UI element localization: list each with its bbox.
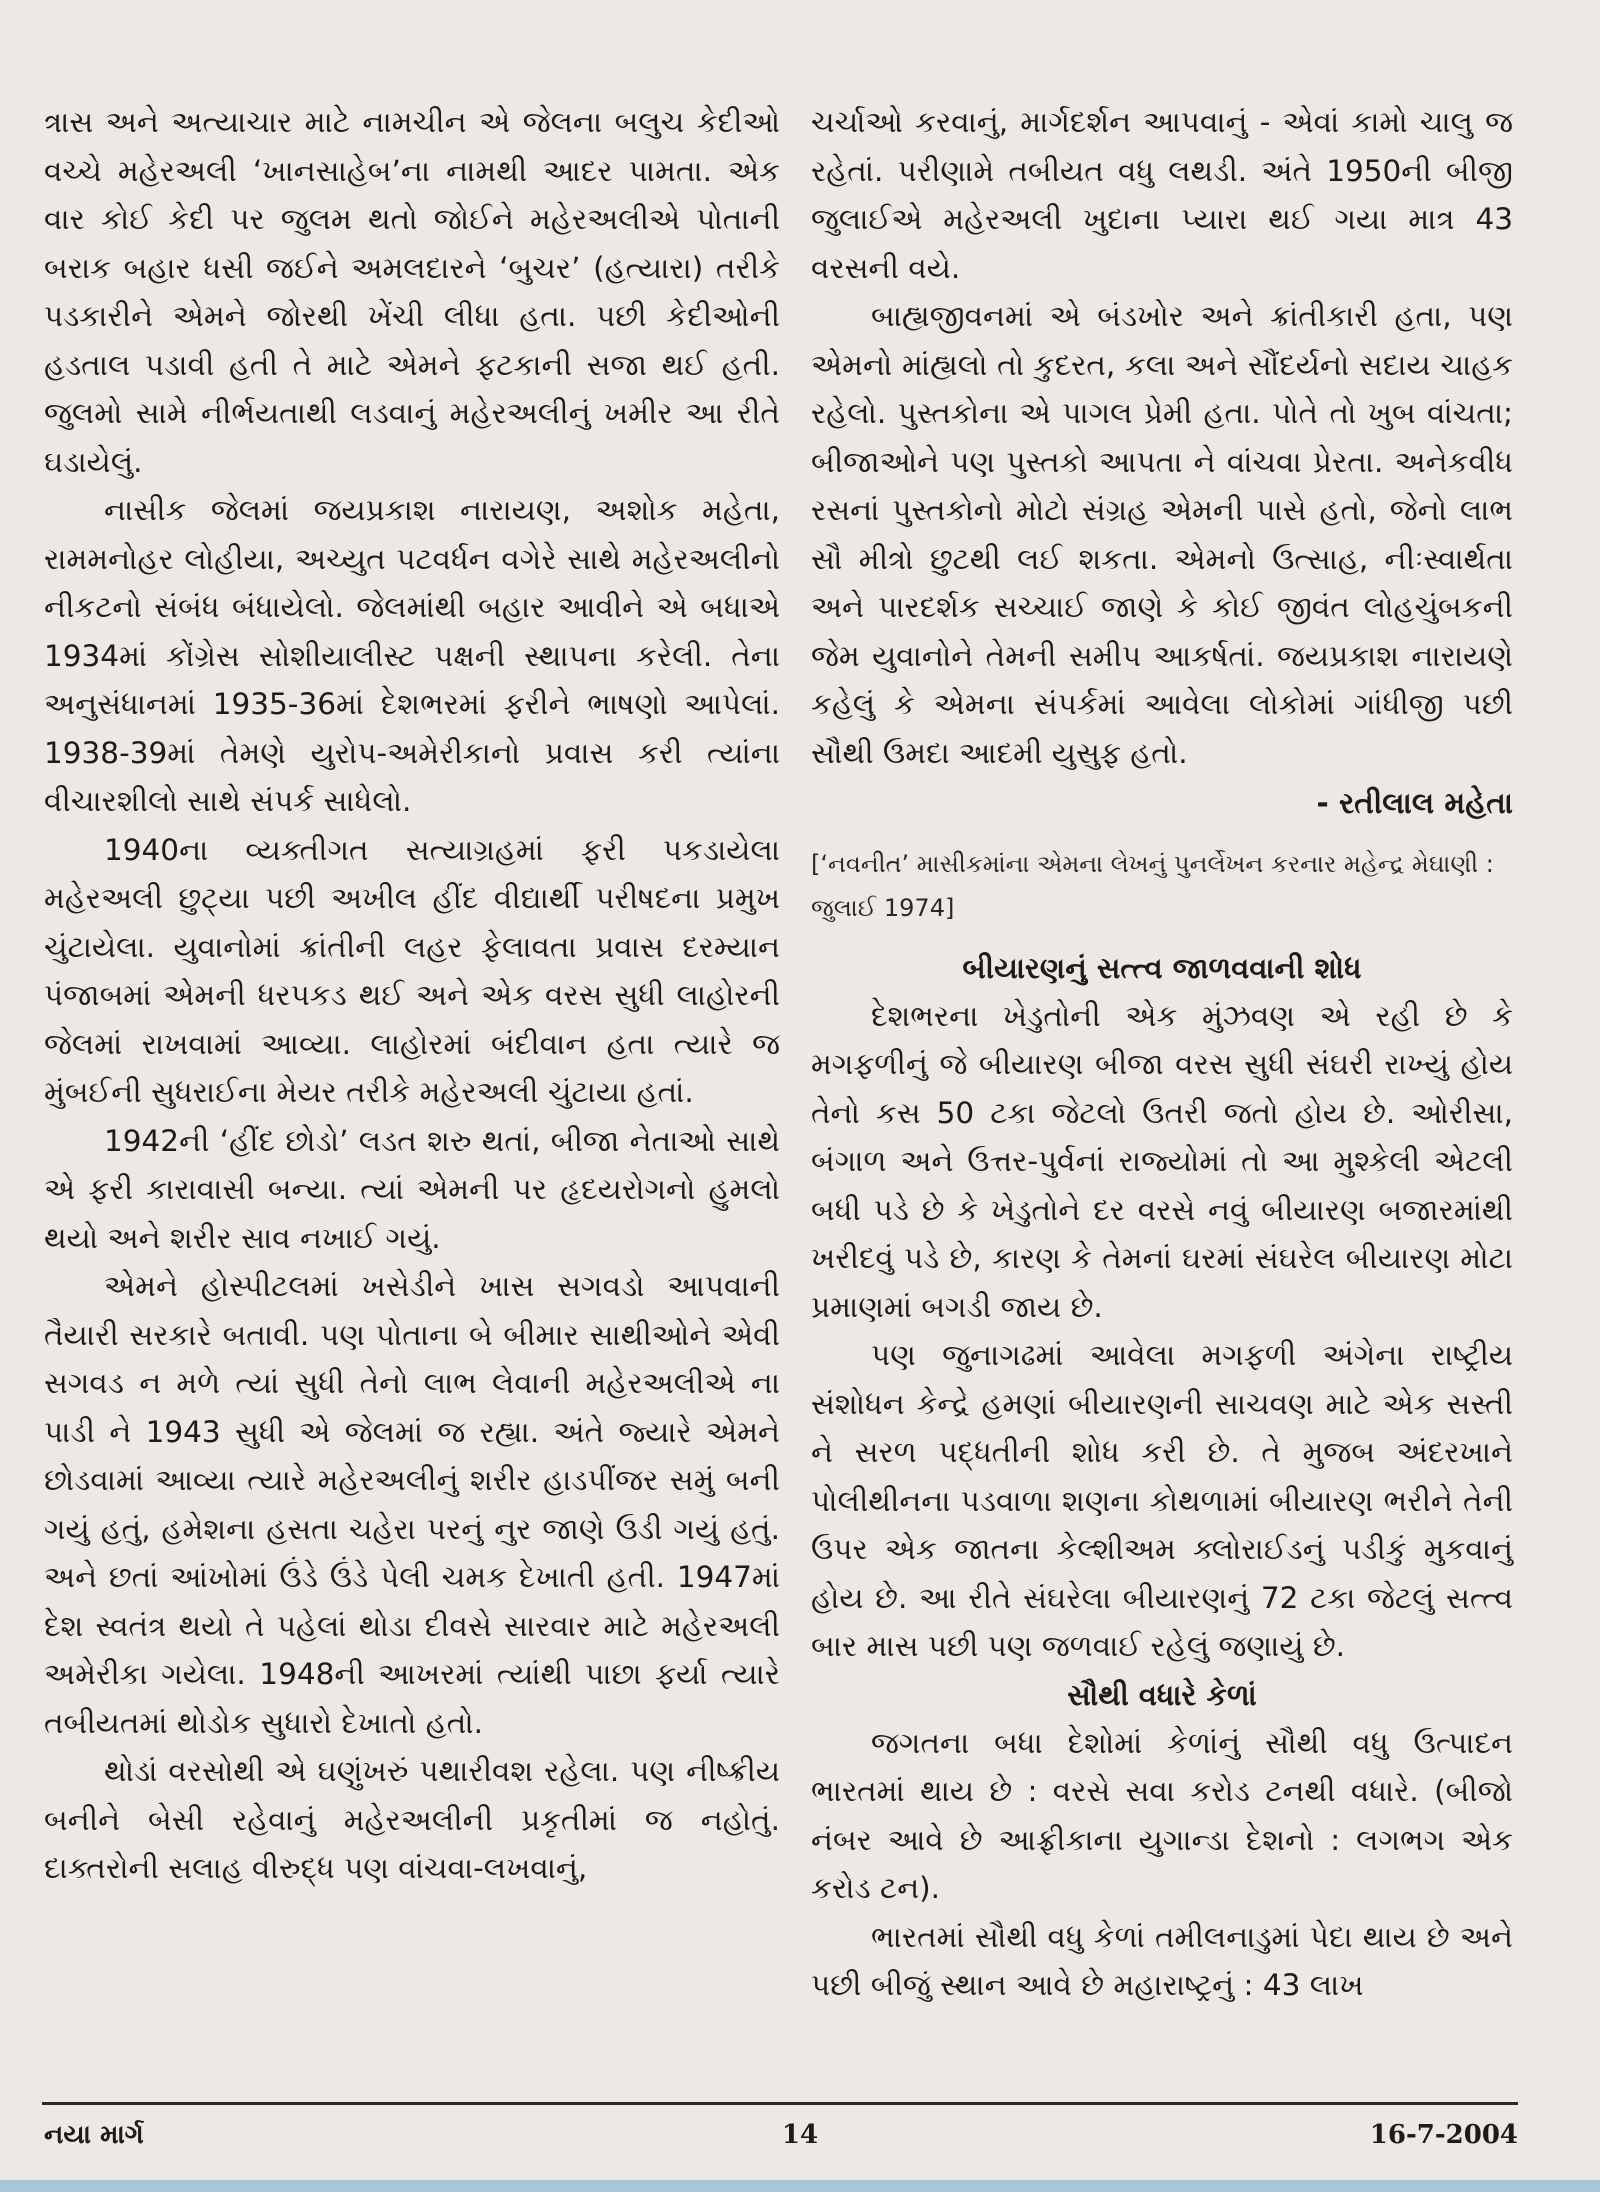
article-paragraph: પણ જુનાગઢમાં આવેલા મગફળી અંગેના રાષ્ટ્રીય સંશોધન કેન્દ્રે હમણાં બીયારણની સાચવણ માટે એક સસ્તી ને સરળ પદ્ધતીની શોધ કરી છે. તે મુજબ અંદરખાને પોલીથીનના પડવાળા શણના કોથળામાં બીયારણ ભરીને તેની ઉપર એક જાતના કેલ્શીઅમ ક્લોરાઈડનું પડીકું મુકવાનું હોય છે. આ રીતે સંઘરેલા બીયારણનું 72 ટકા જેટલું સત્ત્વ બાર માસ પછી પણ જળવાઈ રહેલું જણાયું છે. [811,1338,1513,1663]
publication-name: નયા માર્ગ [44,2120,144,2150]
article-paragraph: જગતના બધા દેશોમાં કેળાંનું સૌથી વધુ ઉત્પાદન ભારતમાં થાય છે : વરસે સવા કરોડ ટનથી વધારે. (બીજો નંબર આવે છે આફ્રીકાના યુગાન્ડા દેશનો : લગભગ એક કરોડ ટન). [811,1725,1513,1905]
article-paragraph: 1942ની ‘હીંદ છોડો’ લડત શરુ થતાં, બીજા નેતાઓ સાથે એ ફરી કારાવાસી બન્યા. ત્યાં એમની પર હૃદયરોગનો હુમલો થયો અને શરીર સાવ નખાઈ ગયું. [44,1123,780,1255]
issue-date: 16-7-2004 [1369,2120,1518,2150]
section-heading: સૌથી વધારે કેળાં [1067,1677,1257,1712]
scan-edge [0,2180,1600,2192]
editor-note: [‘નવનીત’ માસીકમાંના એમના લેખનું પુનર્લેખન કરનાર મહેન્દ્ર મેઘાણી : જુલાઈ 1974] [811,849,1494,922]
section-heading: બીયારણનું સત્ત્વ જાળવવાની શોધ [962,950,1362,985]
article-paragraph: બાહ્યજીવનમાં એ બંડખોર અને ક્રાંતીકારી હતા, પણ એમનો માંહ્યલો તો કુદરત, કલા અને સૌંદર્યનો સદાય ચાહક રહેલો. પુસ્તકોના એ પાગલ પ્રેમી હતા. પોતે તો ખુબ વાંચતા; બીજાઓને પણ પુસ્તકો આપતા ને વાંચવા પ્રેરતા. અનેકવીધ રસનાં પુસ્તકોનો મોટો સંગ્રહ એમની પાસે હતો, જેનો લાભ સૌ મીત્રો છુટથી લઈ શકતા. એમનો ઉત્સાહ, નીઃસ્વાર્થતા અને પારદર્શક સચ્ચાઈ જાણે કે કોઈ જીવંત લોહચુંબકની જેમ યુવાનોને તેમની સમીપ આકર્ષતાં. જયપ્રકાશ નારાયણે કહેલું કે એમના સંપર્કમાં આવેલા લોકોમાં ગાંધીજી પછી સૌથી ઉમદા આદમી યુસુફ હતો. [811,299,1513,770]
article-paragraph: નાસીક જેલમાં જયપ્રકાશ નારાયણ, અશોક મહેતા, રામમનોહર લોહીયા, અચ્યુત પટવર્ધન વગેરે સાથે મહેરઅલીનો નીકટનો સંબંધ બંધાયેલો. જેલમાંથી બહાર આવીને એ બધાએ 1934માં કોંગ્રેસ સોશીયાલીસ્ટ પક્ષની સ્થાપના કરેલી. તેના અનુસંધાનમાં 1935-36માં દેશભરમાં ફરીને ભાષણો આપેલાં. 1938-39માં તેમણે યુરોપ-અમેરીકાનો પ્રવાસ કરી ત્યાંના વીચારશીલો સાથે સંપર્ક સાધેલો. [44,493,780,818]
right-column [811,98,1513,2010]
page-number: 14 [781,2120,819,2150]
article-paragraph: ત્રાસ અને અત્યાચાર માટે નામચીન એ જેલના બલુચ કેદીઓ વચ્ચે મહેરઅલી ‘ખાનસાહેબ’ના નામથી આદર પામતા. એક વાર કોઈ કેદી પર જુલમ થતો જોઈને મહેરઅલીએ પોતાની બરાક બહાર ધસી જઈને અમલદારને ‘બુચર’ (હત્યારા) તરીકે પડકારીને એમને જોરથી ખેંચી લીધા હતા. પછી કેદીઓની હડતાલ પડાવી હતી તે માટે એમને ફટકાની સજા થઈ હતી. જુલમો સામે નીર્ભયતાથી લડવાનું મહેરઅલીનું ખમીર આ રીતે ઘડાયેલું. [44,105,780,479]
article-paragraph: એમને હોસ્પીટલમાં ખસેડીને ખાસ સગવડો આપવાની તૈયારી સરકારે બતાવી. પણ પોતાના બે બીમાર સાથીઓને એવી સગવડ ન મળે ત્યાં સુધી તેનો લાભ લેવાની મહેરઅલીએ ના પાડી ને 1943 સુધી એ જેલમાં જ રહ્યા. અંતે જ્યારે એમને છોડવામાં આવ્યા ત્યારે મહેરઅલીનું શરીર હાડપીંજર સમું બની ગયું હતું, હમેશના હસતા ચહેરા પરનું નુર જાણે ઉડી ગયું હતું. અને છતાં આંખોમાં ઉંડે ઉંડે પેલી ચમક દેખાતી હતી. 1947માં દેશ સ્વતંત્ર થયો તે પહેલાં થોડા દીવસે સારવાર માટે મહેરઅલી અમેરીકા ગયેલા. 1948ની આખરમાં ત્યાંથી પાછા ફર્યા ત્યારે તબીયતમાં થોડોક સુધારો દેખાતો હતો. [44,1269,780,1740]
left-column [44,98,780,1893]
article-paragraph: ચર્ચાઓ કરવાનું, માર્ગદર્શન આપવાનું - એવાં કામો ચાલુ જ રહેતાં. પરીણામે તબીયત વધુ લથડી. અંતે 1950ની બીજી જુલાઈએ મહેરઅલી ખુદાના પ્યારા થઈ ગયા માત્ર 43 વરસની વયે. [811,105,1513,285]
footer-divider [42,2102,1518,2105]
article-paragraph: દેશભરના ખેડુતોની એક મુંઝવણ એ રહી છે કે મગફળીનું જે બીયારણ બીજા વરસ સુધી સંઘરી રાખ્યું હોય તેનો કસ 50 ટકા જેટલો ઉતરી જતો હોય છે. ઓરીસા, બંગાળ અને ઉત્તર-પુર્વનાં રાજ્યોમાં તો આ મુશ્કેલી એટલી બધી પડે છે કે ખેડુતોને દર વરસે નવું બીયારણ બજારમાંથી ખરીદવું પડે છે, કારણ કે તેમનાં ઘરમાં સંઘરેલ બીયારણ મોટા પ્રમાણમાં બગડી જાય છે. [811,998,1513,1324]
article-paragraph: ભારતમાં સૌથી વધુ કેળાં તમીલનાડુમાં પેદા થાય છે અને પછી બીજું સ્થાન આવે છે મહારાષ્ટ્રનું : 43 લાખ [811,1919,1513,2002]
article-paragraph: થોડાં વરસોથી એ ઘણુંખરું પથારીવશ રહેલા. પણ નીષ્ક્રીય બનીને બેસી રહેવાનું મહેરઅલીની પ્રકૃતીમાં જ નહોતું. દાક્તરોની સલાહ વીરુદ્ધ પણ વાંચવા-લખવાનું, [44,1754,780,1885]
article-paragraph: 1940ના વ્યક્તીગત સત્યાગ્રહમાં ફરી પકડાયેલા મહેરઅલી છુટ્યા પછી અખીલ હીંદ વીદ્યાર્થી પરીષદના પ્રમુખ ચુંટાયેલા. યુવાનોમાં ક્રાંતીની લહર ફેલાવતા પ્રવાસ દરમ્યાન પંજાબમાં એમની ધરપકડ થઈ અને એક વરસ સુધી લાહોરની જેલમાં રાખવામાં આવ્યા. લાહોરમાં બંદીવાન હતા ત્યારે જ મુંબઈની સુધરાઈના મેયર તરીકે મહેરઅલી ચુંટાયા હતાં. [44,832,780,1109]
author-byline: - રતીલાલ મહેતા [1316,786,1513,820]
